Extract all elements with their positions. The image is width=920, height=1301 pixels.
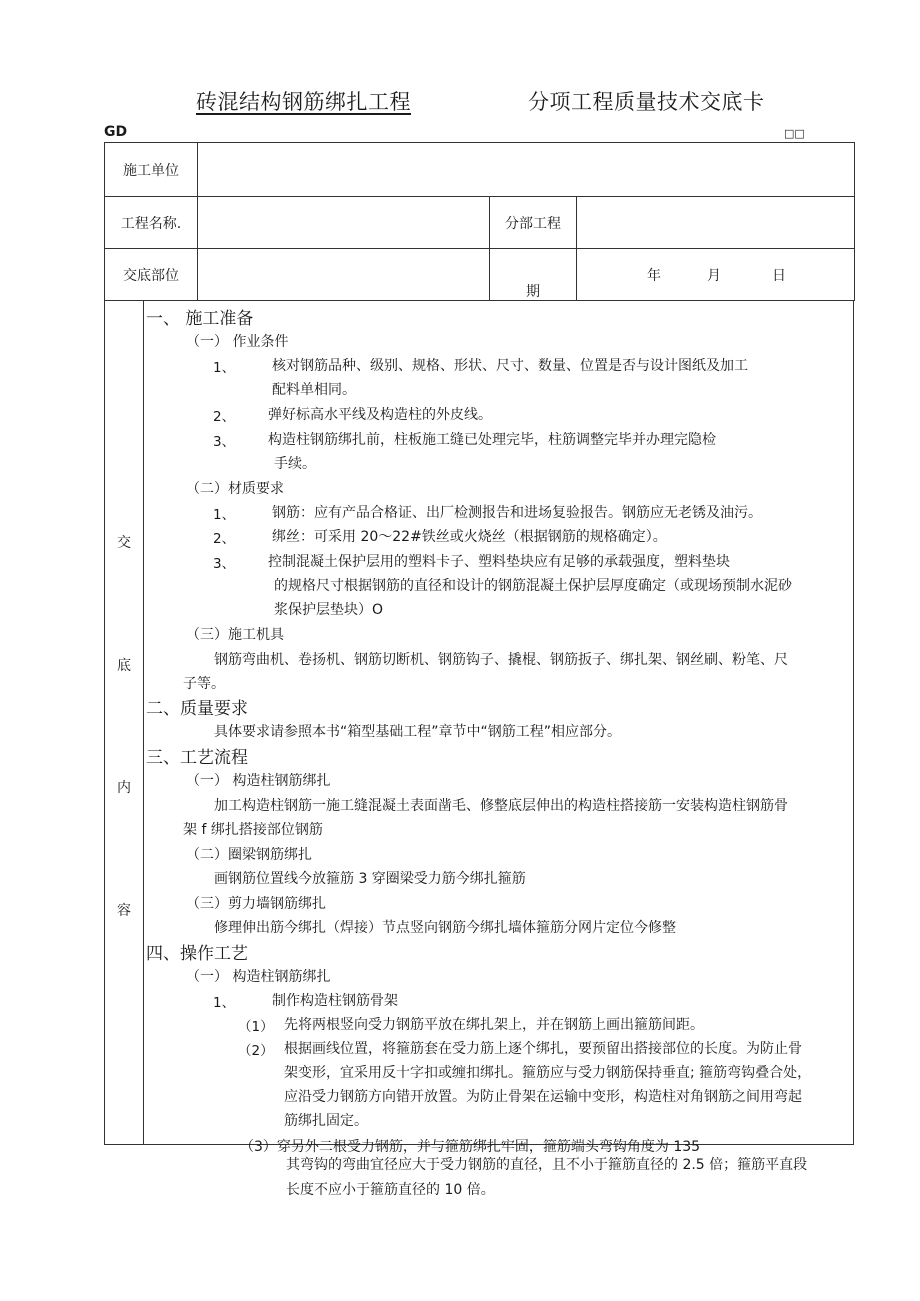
p3-clipped-line-wrapper <box>240 1136 840 1155</box>
section-1-heading: 一、 施工准备 <box>146 309 254 329</box>
p2d: 筋绑扎固定。 <box>284 1113 368 1129</box>
p3c: 长度不应小于箍筋直径的 10 倍。 <box>286 1182 495 1198</box>
s1-1-2-num: 2、 <box>213 409 236 425</box>
title-right: 分项工程质量技术交底卡 <box>528 90 765 114</box>
date-label-cell <box>490 249 577 301</box>
s1-2-2: 绑丝：可采用 20～22#铁丝或火烧丝（根据钢筋的规格确定）。 <box>272 529 667 545</box>
subproject-value[interactable] <box>577 197 855 249</box>
section-4-heading: 四、操作工艺 <box>146 944 248 964</box>
info-table <box>104 142 855 301</box>
s3-2a: 画钢筋位置线今放箍筋 3 穿圈梁受力筋今绑扎箍筋 <box>214 871 526 887</box>
s1-1-3b: 手续。 <box>274 456 316 472</box>
code-right: □□ <box>784 127 805 140</box>
p2c: 应沿受力钢筋方向错开放置。为防止骨架在运输中变形，构造柱对角钢筋之间用弯起 <box>284 1089 802 1105</box>
s3-1b: 架 f 绑扎搭接部位钢筋 <box>183 822 323 838</box>
p1: 先将两根竖向受力钢筋平放在绑扎架上，并在钢筋上画出箍筋间距。 <box>284 1017 704 1033</box>
s1-1-1-num: 1、 <box>213 360 236 376</box>
s1-2-3-num: 3、 <box>213 556 236 572</box>
s1-3a: 钢筋弯曲机、卷扬机、钢筋切断机、钢筋钩子、撬棍、钢筋扳子、绑扎架、钢丝刷、粉笔、尺 <box>214 652 788 668</box>
date-day: 日 <box>772 268 786 284</box>
code-label: GD <box>104 124 128 140</box>
side-label-4: 容 <box>117 903 131 919</box>
s1-2-1: 钢筋：应有产品合格证、出厂检测报告和进场复验报告。钢筋应无老锈及油污。 <box>272 505 762 521</box>
s3-3-heading: （三）剪力墙钢筋绑扎 <box>186 896 326 912</box>
p3-clipped-line: （3）穿另外二根受力钢筋，并与箍筋绑扎牢固，箍筋端头弯钩角度为 135 <box>240 1139 701 1155</box>
side-label-3: 内 <box>117 780 131 796</box>
s3-3a: 修理伸出筋今绑扎（焊接）节点竖向钢筋今绑扎墙体箍筋分网片定位今修整 <box>214 920 676 936</box>
date-month: 月 <box>707 268 721 284</box>
s1-2-2-num: 2、 <box>213 531 236 547</box>
s1-2-heading: （二）材质要求 <box>186 481 284 497</box>
s1-2-3a: 控制混凝土保护层用的塑料卡子、塑料垫块应有足够的承载强度，塑料垫块 <box>268 554 730 570</box>
title-left: 砖混结构钢筋绑扎工程 <box>196 90 411 114</box>
p2b: 架变形，宜采用反十字扣或缠扣绑扎。箍筋应与受力钢筋保持垂直; 箍筋弯钩叠合处， <box>284 1065 812 1081</box>
project-value[interactable] <box>198 197 490 249</box>
date-value[interactable] <box>577 249 855 301</box>
s1-3-heading: （三）施工机具 <box>186 627 284 643</box>
s3-1a: 加工构造柱钢筋一施工缝混凝土表面凿毛、修整底层伸出的构造柱搭接筋一安装构造柱钢筋骨 <box>214 798 788 814</box>
p1-num: （1） <box>238 1019 274 1035</box>
content-divider <box>143 300 144 1144</box>
s1-3b: 子等。 <box>183 676 225 692</box>
s1-1-1b: 配料单相同。 <box>272 382 356 398</box>
s1-1-1a: 核对钢筋品种、级别、规格、形状、尺寸、数量、位置是否与设计图纸及加工 <box>272 358 748 374</box>
side-label-1: 交 <box>117 535 131 551</box>
unit-label: 施工单位 <box>105 143 198 197</box>
s3-2-heading: （二）圈梁钢筋绑扎 <box>186 847 312 863</box>
s1-1-heading: （一） 作业条件 <box>186 334 289 350</box>
s3-1-heading: （一） 构造柱钢筋绑扎 <box>186 773 331 789</box>
subproject-label: 分部工程 <box>490 197 577 249</box>
s1-2-3b: 的规格尺寸根据钢筋的直径和设计的钢筋混凝土保护层厚度确定（或现场预制水泥砂 <box>274 578 792 594</box>
s4-1-1: 制作构造柱钢筋骨架 <box>272 993 398 1009</box>
s2a: 具体要求请参照本书“箱型基础工程”章节中“钢筋工程”相应部分。 <box>214 724 622 740</box>
location-label: 交底部位 <box>105 249 198 301</box>
s1-1-3-num: 3、 <box>213 434 236 450</box>
side-label-2: 底 <box>117 658 131 674</box>
location-value[interactable] <box>198 249 490 301</box>
s1-1-2: 弹好标高水平线及构造柱的外皮线。 <box>268 407 492 423</box>
s1-2-1-num: 1、 <box>213 507 236 523</box>
project-label: 工程名称. <box>105 197 198 249</box>
s4-1-heading: （一） 构造柱钢筋绑扎 <box>186 969 331 985</box>
section-3-heading: 三、工艺流程 <box>146 748 248 768</box>
p3b: 其弯钩的弯曲宜径应大于受力钢筋的直径，且不小于箍筋直径的 2.5 倍；箍筋平直段 <box>286 1157 808 1173</box>
p2a: 根据画线位置，将箍筋套在受力筋上逐个绑扎，要预留出搭接部位的长度。为防止骨 <box>284 1041 802 1057</box>
s4-1-1-num: 1、 <box>213 995 236 1011</box>
s1-1-3a: 构造柱钢筋绑扎前，柱板施工缝已处理完毕，柱筋调整完毕并办理完隐检 <box>268 432 716 448</box>
date-label: 期 <box>526 284 540 300</box>
section-2-heading: 二、质量要求 <box>146 699 248 719</box>
s1-2-3c: 浆保护层垫块）O <box>274 602 384 618</box>
p2-num: （2） <box>238 1043 274 1059</box>
date-year: 年 <box>647 268 661 284</box>
unit-value[interactable] <box>198 143 855 197</box>
